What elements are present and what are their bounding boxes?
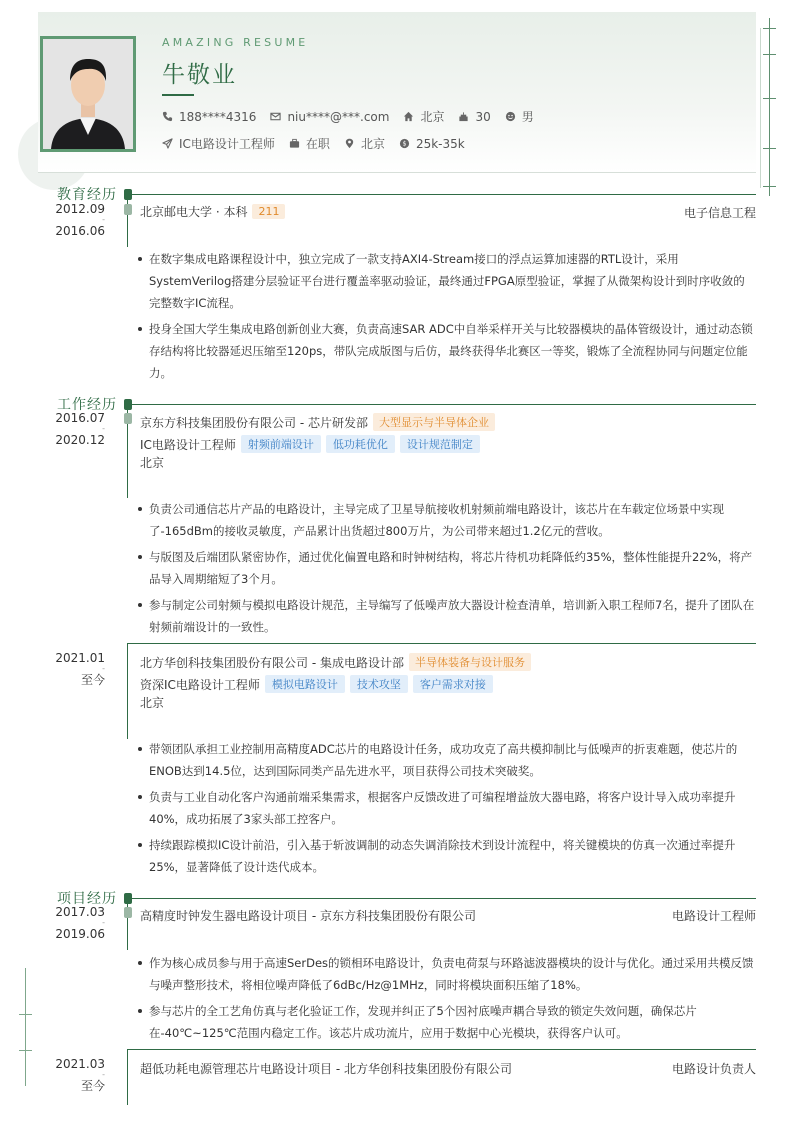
timeline-line <box>127 643 128 739</box>
list-item: 参与制定公司射频与模拟电路设计规范，主导编写了低噪声放大器设计检查清单，培训新入职工程师7名，提升了团队在射频前端设计的一致性。 <box>138 594 756 638</box>
company-tag: 大型显示与半导体企业 <box>373 413 495 431</box>
position-title: 资深IC电路设计工程师 <box>140 677 260 692</box>
list-item: 负责公司通信芯片产品的电路设计，主导完成了卫星导航接收机射频前端电路设计，该芯片在车载定位场景中实现了-165dBm的接收灵敏度，产品累计出货超过800万片，为公司带来超过1.2亿元的营收。 <box>138 498 756 542</box>
company-name: 京东方科技集团股份有限公司 - 芯片研发部 <box>140 415 368 430</box>
list-item: 参与芯片的全工艺角仿真与老化验证工作，发现并纠正了5个因衬底噪声耦合导致的锁定失效问题，确保芯片在-40℃~125℃范围内稳定工作。该芯片成功流片，应用于数据中心光模块，获得客户认可。 <box>138 1000 756 1044</box>
salary-text: 25k-35k <box>415 136 465 151</box>
age-text: 30 <box>475 109 491 124</box>
section-title-work: 工作经历 <box>57 397 117 413</box>
position-title: IC电路设计工程师 <box>140 437 236 452</box>
paper-plane-icon <box>162 138 173 149</box>
target-city-item <box>344 135 385 152</box>
briefcase-icon <box>289 138 300 149</box>
education-end-date: 2016.06 <box>55 224 105 238</box>
work-2-position-row <box>140 675 493 693</box>
section-divider <box>132 898 756 899</box>
list-item: 作为核心成员参与用于高速SerDes的锁相环电路设计，负责电荷泵与环路滤波器模块的设计与优化。通过采用共模反馈与噪声整形技术，将相位噪声降低了6dBc/Hz@1MHz，同时将模块面积压缩了18%。 <box>138 952 756 996</box>
phone-text: 188****4316 <box>179 109 257 124</box>
list-item: 持续跟踪模拟IC设计前沿，引入基于斩波调制的动态失调消除技术到设计流程中，将关键模块的仿真一次通过率提升25%，显著降低了设计迭代成本。 <box>138 834 756 878</box>
decorative-line <box>25 968 26 1086</box>
skill-tag: 技术攻坚 <box>350 675 408 693</box>
money-icon <box>399 138 410 149</box>
mail-icon <box>270 111 281 122</box>
project-2-start-date: 2021.03 <box>55 1057 105 1071</box>
svg-text:$: $ <box>402 139 407 148</box>
work-2-bullets <box>138 738 756 882</box>
phone-icon <box>162 111 173 122</box>
section-marker <box>124 189 132 200</box>
candidate-name: 牛敬业 <box>162 62 237 88</box>
skill-tag: 客户需求对接 <box>413 675 493 693</box>
work-1-position-row <box>140 435 480 453</box>
school-tag: 211 <box>252 204 285 219</box>
school-name: 北京邮电大学 · 本科 <box>140 205 248 219</box>
gender-item <box>505 108 534 125</box>
work-1-city: 北京 <box>140 456 165 470</box>
work-1-end-date: 2020.12 <box>55 433 105 447</box>
list-item: 负责与工业自动化客户沟通前端采集需求，根据客户反馈改进了可编程增益放大器电路，将客户设计导入成功率提升40%，成功拓展了3家头部工控客户。 <box>138 786 756 830</box>
work-2-date: 2021.01 - 至今 <box>55 651 105 687</box>
item-divider <box>127 643 756 644</box>
name-underline <box>162 94 194 96</box>
project-1-date: 2017.03 - 2019.06 <box>55 905 105 941</box>
decorative-line <box>760 28 761 188</box>
salary-item <box>399 137 465 151</box>
project-2-role: 电路设计负责人 <box>671 1062 756 1076</box>
timeline-line <box>127 898 128 950</box>
target-city-text: 北京 <box>360 137 385 151</box>
list-item: 带领团队承担工业控制用高精度ADC芯片的电路设计任务，成功攻克了高共模抑制比与低噪声的折衷难题，使芯片的ENOB达到14.5位，达到国际同类产品先进水平，项目获得公司技术突破奖。 <box>138 738 756 782</box>
smile-icon <box>505 111 516 122</box>
cake-icon <box>458 111 469 122</box>
decorative-line <box>769 18 770 196</box>
gender-text: 男 <box>521 110 534 124</box>
header-divider <box>38 172 756 173</box>
project-1-name: 高精度时钟发生器电路设计项目 - 京东方科技集团股份有限公司 <box>140 909 476 923</box>
location-pin-icon <box>344 138 355 149</box>
section-title-projects: 项目经历 <box>57 891 117 907</box>
timeline-line <box>127 194 128 247</box>
hometown-item <box>403 108 444 125</box>
target-position-text: IC电路设计工程师 <box>179 137 275 151</box>
section-marker <box>124 399 132 410</box>
contact-info-row <box>162 108 548 125</box>
company-name: 北方华创科技集团股份有限公司 - 集成电路设计部 <box>140 655 404 670</box>
section-divider <box>132 404 756 405</box>
age-item <box>458 110 490 124</box>
section-title-education: 教育经历 <box>57 187 117 203</box>
job-intention-row <box>162 135 479 152</box>
work-2-end-date: 至今 <box>80 673 105 687</box>
project-2-date: 2021.03 - 至今 <box>55 1057 105 1093</box>
skill-tag: 低功耗优化 <box>326 435 395 453</box>
skill-tag: 模拟电路设计 <box>265 675 345 693</box>
status-text: 在职 <box>305 137 330 151</box>
home-icon <box>403 111 414 122</box>
work-1-bullets <box>138 498 756 642</box>
work-2-start-date: 2021.01 <box>55 651 105 665</box>
list-item: 在数字集成电路课程设计中，独立完成了一款支持AXI4-Stream接口的浮点运算加速器的RTL设计，采用SystemVerilog搭建分层验证平台进行覆盖率驱动验证，最终通过FPGA原型验证，掌握了从微架构设计到时序收敛的完整数字IC流程。 <box>138 248 756 314</box>
project-1-start-date: 2017.03 <box>55 905 105 919</box>
company-tag: 半导体装备与设计服务 <box>409 653 531 671</box>
work-1-company <box>140 413 495 431</box>
profile-photo <box>40 36 136 152</box>
phone-item <box>162 110 256 124</box>
project-1-bullets <box>138 952 756 1048</box>
section-marker <box>124 893 132 904</box>
project-2-name: 超低功耗电源管理芯片电路设计项目 - 北方华创科技集团股份有限公司 <box>140 1062 512 1076</box>
skill-tag: 设计规范制定 <box>400 435 480 453</box>
education-date: 2012.09 - 2016.06 <box>55 202 105 238</box>
education-bullets <box>138 248 756 388</box>
target-position-item <box>162 135 275 152</box>
list-item: 投身全国大学生集成电路创新创业大赛，负责高速SAR ADC中自举采样开关与比较器模块的晶体管级设计，通过动态锁存结构将比较器延迟压缩至120ps，带队完成版图与后仿，最终获得华北赛区一等奖，锻炼了全流程协同与问题定位能力。 <box>138 318 756 384</box>
work-1-date: 2016.07 - 2020.12 <box>55 411 105 447</box>
email-text: niu****@***.com <box>287 109 390 124</box>
email-item <box>270 110 389 124</box>
timeline-item-marker <box>124 413 132 424</box>
work-2-company <box>140 653 531 671</box>
section-divider <box>132 194 756 195</box>
work-2-city: 北京 <box>140 696 165 710</box>
project-2-end-date: 至今 <box>80 1079 105 1093</box>
skill-tag: 射频前端设计 <box>241 435 321 453</box>
list-item: 与版图及后端团队紧密协作，通过优化偏置电路和时钟树结构，将芯片待机功耗降低约35%，整体性能提升22%，将产品导入周期缩短了3个月。 <box>138 546 756 590</box>
work-1-start-date: 2016.07 <box>55 411 105 425</box>
hometown-text: 北京 <box>420 110 445 124</box>
education-start-date: 2012.09 <box>55 202 105 216</box>
timeline-item-marker <box>124 907 132 918</box>
education-major: 电子信息工程 <box>683 206 756 220</box>
status-item <box>289 135 330 152</box>
project-1-end-date: 2019.06 <box>55 927 105 941</box>
education-school <box>140 203 285 220</box>
project-1-role: 电路设计工程师 <box>671 909 756 923</box>
item-divider <box>127 1049 756 1050</box>
timeline-item-marker <box>124 204 132 215</box>
timeline-line <box>127 1049 128 1105</box>
resume-tagline: AMAZING RESUME <box>162 36 309 49</box>
